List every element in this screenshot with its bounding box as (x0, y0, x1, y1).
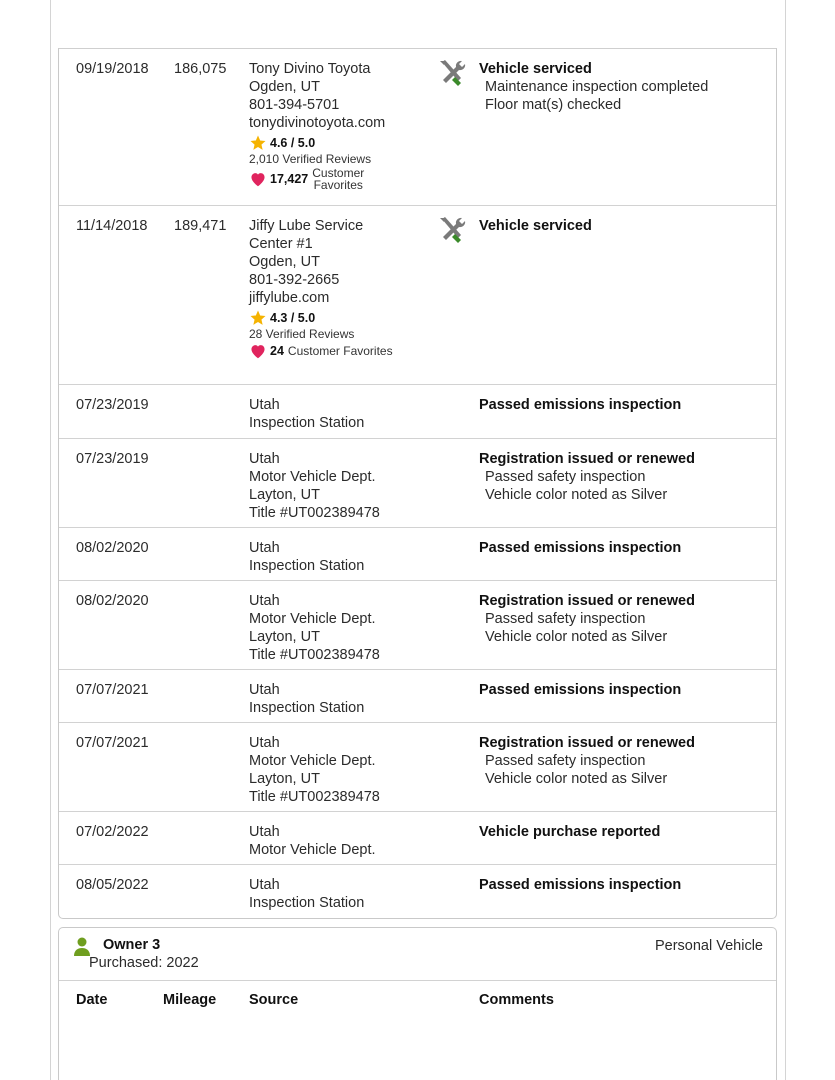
column-header-mileage: Mileage (163, 992, 217, 1008)
heart-icon (249, 343, 267, 359)
source-phone[interactable]: 801-394-5701 (249, 97, 340, 113)
comment-line: Vehicle color noted as Silver (485, 487, 668, 503)
source-name[interactable]: Tony Divino Toyota (249, 61, 371, 77)
source-line: Layton, UT (249, 771, 320, 787)
record-comments (479, 539, 774, 557)
comment-title: Registration issued or renewed (479, 451, 695, 467)
source-line: Inspection Station (249, 558, 365, 574)
record-mileage: 189,471 (174, 218, 227, 234)
comment-title: Vehicle serviced (479, 61, 592, 77)
record-source (249, 450, 434, 522)
record-comments (479, 592, 774, 646)
source-line: Title #UT002389478 (249, 647, 380, 663)
table-row (59, 206, 776, 385)
record-comments (479, 217, 774, 235)
source-name-cont[interactable]: Center #1 (249, 236, 313, 252)
source-line: Motor Vehicle Dept. (249, 753, 376, 769)
record-date: 07/23/2019 (76, 451, 149, 467)
source-location: Ogden, UT (249, 254, 320, 270)
comment-line: Passed safety inspection (485, 753, 646, 769)
source-line: Utah (249, 593, 280, 609)
record-date: 07/07/2021 (76, 682, 149, 698)
source-website[interactable]: jiffylube.com (249, 290, 330, 306)
comment-title: Passed emissions inspection (479, 397, 682, 413)
record-date: 11/14/2018 (76, 218, 148, 234)
record-source (249, 396, 434, 432)
table-row (59, 439, 776, 528)
source-location: Ogden, UT (249, 79, 320, 95)
record-date: 08/02/2020 (76, 593, 149, 609)
table-row (59, 49, 776, 206)
page-right-border (785, 0, 786, 1080)
source-line: Utah (249, 735, 280, 751)
favorites-label: Customer Favorites (312, 166, 365, 192)
source-line: Utah (249, 540, 280, 556)
history-table (58, 48, 777, 919)
source-line: Utah (249, 451, 280, 467)
column-header-date: Date (76, 992, 108, 1008)
record-source (249, 592, 434, 664)
record-mileage: 186,075 (174, 61, 227, 77)
source-line: Inspection Station (249, 700, 365, 716)
owner-divider (59, 980, 776, 981)
comment-title: Passed emissions inspection (479, 682, 682, 698)
source-website[interactable]: tonydivinotoyota.com (249, 115, 386, 131)
star-icon (249, 134, 267, 152)
source-line: Inspection Station (249, 895, 365, 911)
heart-icon (249, 171, 267, 187)
table-row (59, 581, 776, 670)
rating-value: 4.3 / 5.0 (270, 311, 316, 325)
record-source (249, 681, 434, 717)
record-date: 07/23/2019 (76, 397, 149, 413)
record-source (249, 539, 434, 575)
record-comments (479, 681, 774, 699)
source-name[interactable]: Jiffy Lube Service (249, 218, 364, 234)
comment-title: Passed emissions inspection (479, 540, 682, 556)
customer-favorites (249, 167, 434, 191)
comment-title: Passed emissions inspection (479, 877, 682, 893)
record-date: 07/02/2022 (76, 824, 149, 840)
rating (249, 309, 434, 327)
comment-title: Vehicle purchase reported (479, 824, 661, 840)
comment-line: Passed safety inspection (485, 469, 646, 485)
comment-title: Registration issued or renewed (479, 593, 695, 609)
owner-purchased: Purchased: 2022 (89, 955, 199, 971)
source-line: Motor Vehicle Dept. (249, 842, 376, 858)
record-comments (479, 396, 774, 414)
verified-reviews[interactable]: 2,010 Verified Reviews (249, 152, 372, 166)
source-line: Layton, UT (249, 487, 320, 503)
source-line: Inspection Station (249, 415, 365, 431)
source-line: Utah (249, 682, 280, 698)
comment-line: Maintenance inspection completed (485, 79, 709, 95)
favorites-count: 17,427 (270, 172, 309, 186)
table-row (59, 670, 776, 723)
source-line: Motor Vehicle Dept. (249, 611, 376, 627)
verified-reviews[interactable]: 28 Verified Reviews (249, 327, 355, 341)
wrench-screwdriver-icon (436, 57, 468, 89)
record-source (249, 217, 434, 360)
source-line: Utah (249, 877, 280, 893)
record-date: 07/07/2021 (76, 735, 149, 751)
table-row (59, 865, 776, 919)
comment-title: Registration issued or renewed (479, 735, 695, 751)
record-date: 08/02/2020 (76, 540, 149, 556)
column-header-source: Source (249, 992, 299, 1008)
wrench-screwdriver-icon (436, 214, 468, 246)
table-row (59, 812, 776, 865)
source-line: Title #UT002389478 (249, 789, 380, 805)
record-comments (479, 823, 774, 841)
comment-line: Floor mat(s) checked (485, 97, 622, 113)
owner-section (58, 927, 777, 1080)
star-icon (249, 309, 267, 327)
record-comments (479, 60, 774, 114)
record-comments (479, 876, 774, 894)
customer-favorites (249, 342, 434, 360)
source-line: Title #UT002389478 (249, 505, 380, 521)
source-line: Utah (249, 397, 280, 413)
comment-line: Vehicle color noted as Silver (485, 629, 668, 645)
record-source (249, 60, 434, 191)
source-line: Layton, UT (249, 629, 320, 645)
favorites-count: 24 (270, 344, 284, 358)
record-comments (479, 450, 774, 504)
source-phone[interactable]: 801-392-2665 (249, 272, 340, 288)
page-left-border (50, 0, 51, 1080)
table-row (59, 528, 776, 581)
comment-line: Vehicle color noted as Silver (485, 771, 668, 787)
record-source (249, 876, 434, 912)
table-row (59, 723, 776, 812)
record-date: 09/19/2018 (76, 61, 149, 77)
column-header-comments: Comments (479, 992, 554, 1008)
rating (249, 134, 434, 152)
record-date: 08/05/2022 (76, 877, 149, 893)
record-comments (479, 734, 774, 788)
comment-title: Vehicle serviced (479, 218, 592, 234)
owner-title: Owner 3 (103, 937, 161, 953)
source-line: Utah (249, 824, 280, 840)
table-row (59, 385, 776, 439)
record-source (249, 734, 434, 806)
comment-line: Passed safety inspection (485, 611, 646, 627)
source-line: Motor Vehicle Dept. (249, 469, 376, 485)
owner-vehicle-type: Personal Vehicle (654, 938, 763, 954)
record-source (249, 823, 434, 859)
favorites-label: Customer Favorites (287, 344, 393, 358)
rating-value: 4.6 / 5.0 (270, 136, 316, 150)
